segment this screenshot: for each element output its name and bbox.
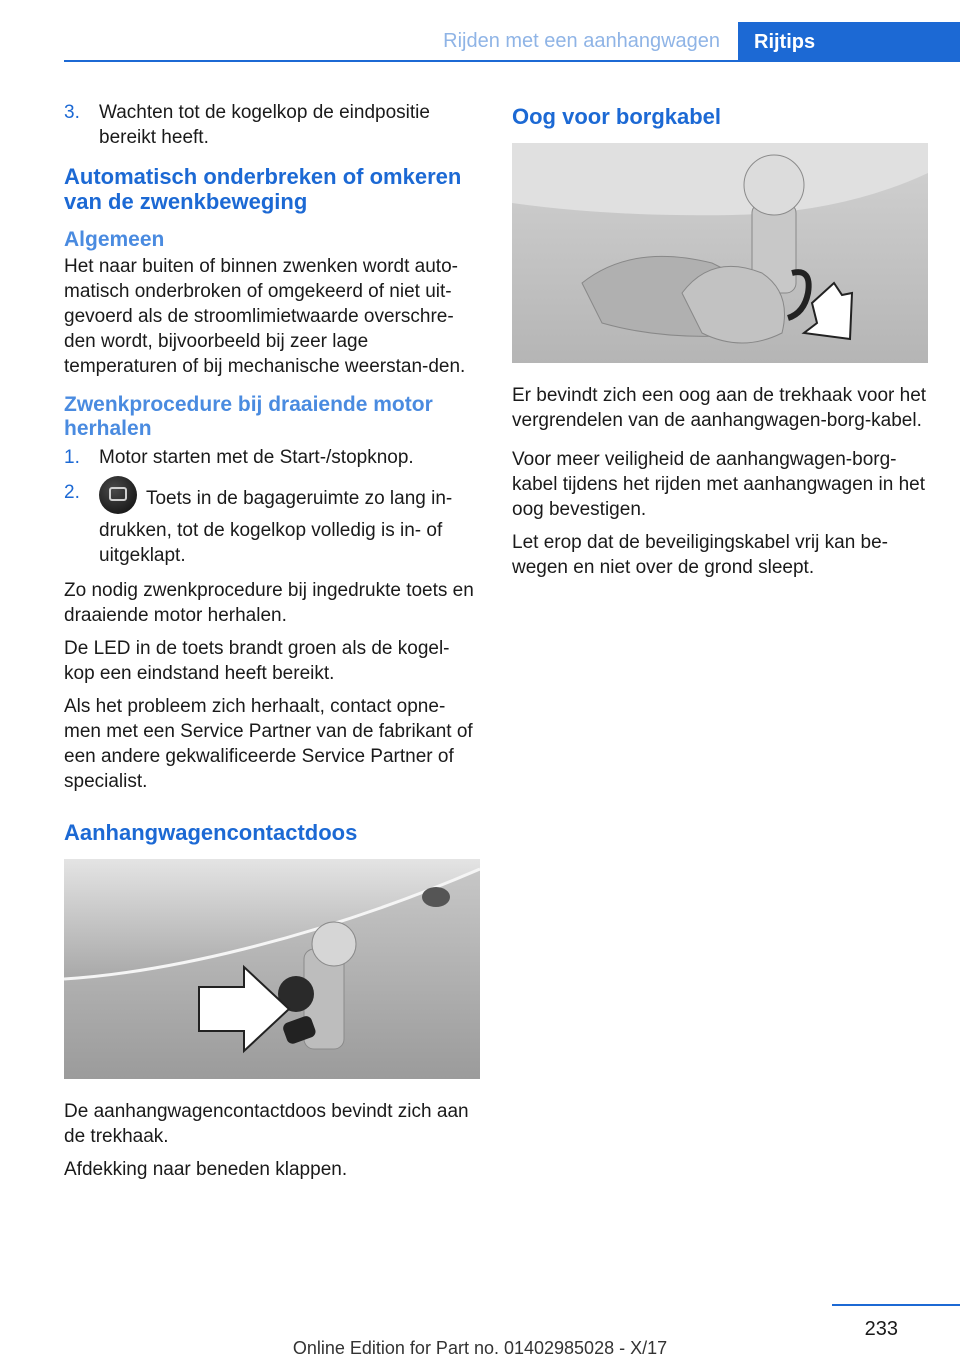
paragraph-socket-location: De aanhangwagencontactdoos bevindt zich aan de trekhaak. [64, 1101, 469, 1147]
step-number: 3. [64, 102, 80, 123]
paragraph-cable-free: Let erop dat de beveiligingskabel vrij kan be-wegen en niet over de grond sleept. [512, 532, 889, 578]
header-rule [64, 60, 960, 62]
step-text: Wachten tot de kogelkop de eindpositie bereikt heeft. [99, 102, 430, 148]
step-number: 2. [64, 482, 80, 503]
header-section-title: Rijden met een aanhangwagen [443, 30, 720, 52]
paragraph-eye-location: Er bevindt zich een oog aan de trekhaak voor het vergrendelen van de aanhangwagen-borg-kabel. [512, 385, 927, 431]
step-text: Toets in de bagageruimte zo lang in-drukken, tot de kogelkop volledig is in- of uitgeklapt. [99, 488, 453, 566]
list-item-2 [64, 480, 480, 568]
paragraph-algemeen: Het naar buiten of binnen zwenken wordt auto-matisch onderbroken of omgekeerd of niet uit-gevoerd als de stroomlimietwaarde overschre-den wordt, bijvoorbeeld bij zeer lage temperaturen of bij mechanische weerstan-den. [64, 256, 466, 377]
heading-safety-cable-eye: Oog voor borgkabel [512, 104, 722, 129]
safety-cable-eye-image [512, 143, 928, 363]
paragraph-led: De LED in de toets brandt groen als de kogel-kop een eindstand heeft bereikt. [64, 638, 450, 684]
heading-automatic-interrupt: Automatisch onderbreken of omkeren van de zwenkbeweging [64, 164, 462, 214]
step-text: Motor starten met de Start-/stopknop. [99, 447, 414, 468]
trailer-hitch-button-icon [99, 476, 137, 514]
list-item-1 [64, 445, 480, 470]
header-chapter-tab: Rijtips [738, 22, 960, 62]
page-number: 233 [864, 1318, 898, 1340]
edition-footer: Online Edition for Part no. 01402985028 - X/17 [292, 1338, 668, 1358]
trailer-socket-image [64, 859, 480, 1079]
right-column [512, 100, 928, 588]
step-3 [64, 100, 480, 150]
heading-swivel-repeat: Zwenkprocedure bij draaiende motor herhalen [64, 393, 433, 440]
left-column [64, 100, 480, 1190]
paragraph-eye-safety: Voor meer veiligheid de aanhangwagen-borg-kabel tijdens het rijden met aanhangwagen in het oog bevestigen. [512, 449, 926, 520]
footer-rule [832, 1304, 960, 1306]
paragraph-repeat: Zo nodig zwenkprocedure bij ingedrukte toets en draaiende motor herhalen. [64, 580, 474, 626]
paragraph-service: Als het probleem zich herhaalt, contact opne-men met een Service Partner van de fabrikant of een andere gekwalificeerde Service Partner of specialist. [64, 696, 473, 792]
heading-trailer-socket: Aanhangwagencontactdoos [64, 820, 358, 845]
paragraph-cover: Afdekking naar beneden klappen. [64, 1159, 348, 1180]
step-number: 1. [64, 447, 80, 468]
heading-algemeen: Algemeen [64, 228, 165, 251]
